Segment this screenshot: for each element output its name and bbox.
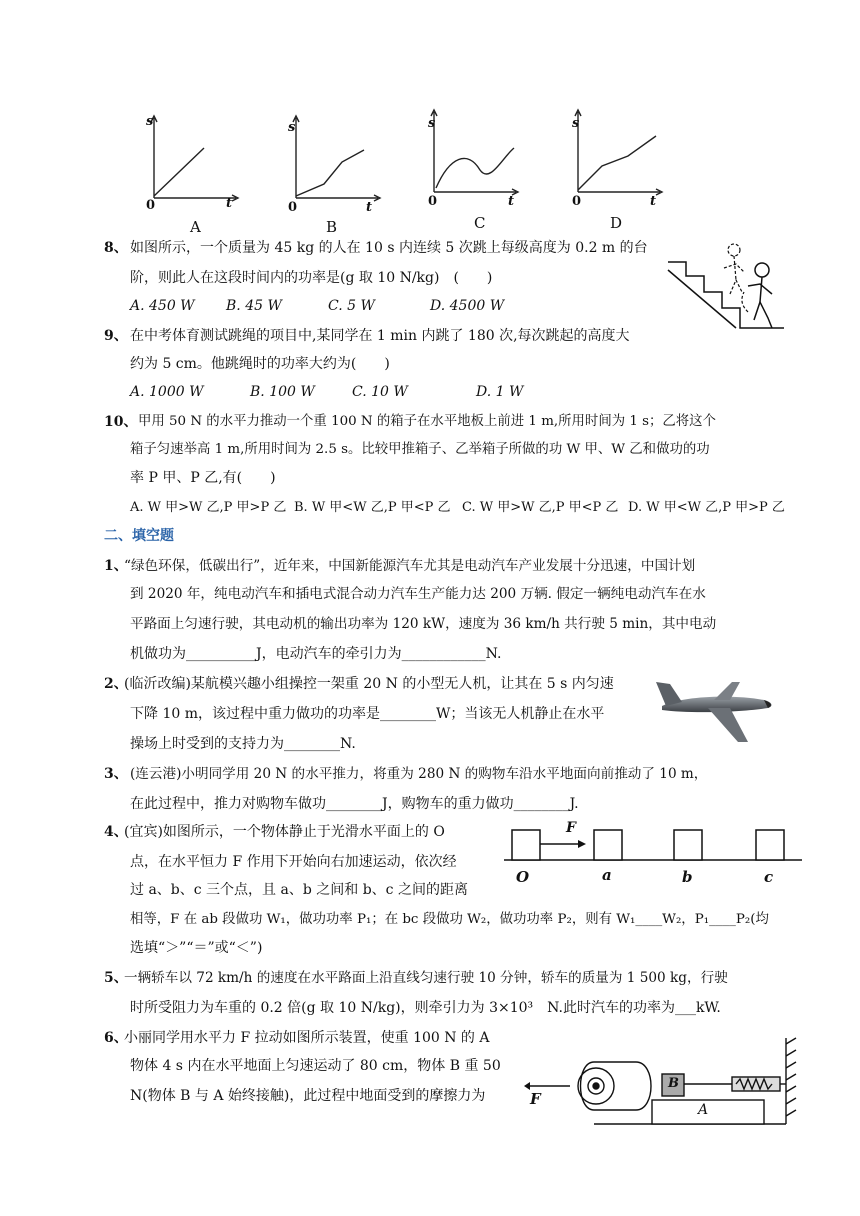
q9-option-a: A. 1000 W: [130, 384, 204, 400]
q8-option-b: B. 45 W: [226, 298, 282, 314]
f4-line-3: 过 a、b、c 三个点，且 a、b 之间和 b、c 之间的距离: [130, 882, 468, 898]
graph-b-caption: B: [326, 218, 338, 236]
graph-b-origin: 0: [288, 200, 298, 215]
f3-line-2: 在此过程中，推力对购物车做功________J，购物车的重力做功________J.: [130, 796, 579, 812]
f4-line-1: (宜宾)如图所示，一个物体静止于光滑水平面上的 O: [124, 824, 445, 840]
q9-number: 9、: [104, 328, 128, 344]
graph-b-s-label: s: [288, 120, 296, 135]
q9-line-1: 在中考体育测试跳绳的项目中,某同学在 1 min 内跳了 180 次,每次跳起的高度大: [130, 328, 630, 344]
pulley-spring-figure: [524, 1036, 800, 1132]
f4-line-4: 相等，F 在 ab 段做功 W₁，做功功率 P₁；在 bc 段做功 W₂，做功功率 P₂，则有 W₁____W₂，P₁____P₂(均: [130, 912, 769, 927]
graph-a-origin: 0: [146, 198, 156, 213]
graph-d-s-label: s: [572, 116, 580, 131]
graph-d-caption: D: [610, 214, 623, 232]
q9-option-b: B. 100 W: [250, 384, 315, 400]
graph-c-origin: 0: [428, 194, 438, 209]
q10-number: 10、: [104, 414, 138, 430]
q10-option-b: B. W 甲<W 乙,P 甲<P 乙: [294, 500, 451, 515]
q10-option-d: D. W 甲<W 乙,P 甲>P 乙: [628, 500, 785, 515]
q10-line-2: 箱子匀速举高 1 m,所用时间为 2.5 s。比较甲推箱子、乙举箱子所做的功 W 甲、W 乙和做功的功: [130, 442, 710, 457]
q8-line-2: 阶，则此人在这段时间内的功率是(g 取 10 N/kg) ( ): [130, 270, 493, 286]
graph-a-t-label: t: [226, 196, 233, 211]
f3-line-1: (连云港)小明同学用 20 N 的水平推力，将重为 280 N 的购物车沿水平地面向前推动了 10 m，: [130, 766, 708, 782]
graph-c-caption: C: [474, 214, 486, 232]
q9-option-d: D. 1 W: [476, 384, 524, 400]
q8-option-d: D. 4500 W: [430, 298, 505, 314]
q10-line-3: 率 P 甲、P 乙,有( ): [130, 470, 276, 486]
q8-line-1: 如图所示，一个质量为 45 kg 的人在 10 s 内连续 5 次跳上每级高度为 0.2 m 的台: [130, 240, 648, 256]
f4-point-o: O: [516, 868, 530, 886]
stairs-jump-figure: [664, 240, 788, 332]
f4-point-c: c: [764, 868, 774, 886]
section-heading: 二、填空题: [104, 528, 174, 544]
f3-number: 3、: [104, 766, 128, 782]
f4-force-label: F: [566, 820, 576, 836]
f1-number: 1、: [104, 558, 128, 574]
f4-point-a: a: [602, 866, 612, 884]
f1-line-4: 机做功为__________J，电动汽车的牵引力为____________N.: [130, 646, 502, 662]
f6-force-label: F: [530, 1090, 541, 1108]
f5-line-2: 时所受阻力为车重的 0.2 倍(g 取 10 N/kg)，则牵引力为 3×10³ N.此时汽车的功率为___kW.: [130, 1000, 721, 1016]
f5-number: 5、: [104, 970, 128, 986]
q8-option-c: C. 5 W: [328, 298, 375, 314]
f1-line-1: “绿色环保，低碳出行”，近年来，中国新能源汽车尤其是电动汽车产业发展十分迅速，中国计划: [124, 558, 696, 574]
q9-line-2: 约为 5 cm。他跳绳时的功率大约为( ): [130, 356, 390, 372]
graph-d-t-label: t: [650, 194, 657, 209]
f4-line-5: 选填“＞”“＝”或“＜”): [130, 940, 263, 956]
f2-line-2: 下降 10 m，该过程中重力做功的功率是________W；当该无人机静止在水平: [130, 706, 605, 722]
graph-a-s-label: s: [146, 114, 154, 129]
f4-line-2: 点，在水平恒力 F 作用下开始向右加速运动，依次经: [130, 854, 457, 870]
f4-point-b: b: [682, 868, 693, 886]
graph-d-origin: 0: [572, 194, 582, 209]
f6-line-1: 小丽同学用水平力 F 拉动如图所示装置，使重 100 N 的 A: [124, 1030, 490, 1046]
graph-b-t-label: t: [366, 200, 373, 215]
f2-line-3: 操场上时受到的支持力为________N.: [130, 736, 356, 752]
q10-line-1: 甲用 50 N 的水平力推动一个重 100 N 的箱子在水平地板上前进 1 m,所用时间为 1 s；乙将这个: [138, 414, 716, 429]
f6-line-3: N(物体 B 与 A 始终接触)，此过程中地面受到的摩擦力为: [130, 1088, 486, 1104]
f1-line-2: 到 2020 年，纯电动汽车和插电式混合动力汽车生产能力达 200 万辆. 假定一辆纯电动汽车在水: [130, 586, 706, 602]
f6-number: 6、: [104, 1030, 128, 1046]
q9-option-c: C. 10 W: [352, 384, 408, 400]
graph-c-s-label: s: [428, 116, 436, 131]
q10-option-a: A. W 甲>W 乙,P 甲>P 乙: [130, 500, 287, 515]
graph-c-t-label: t: [508, 194, 515, 209]
f6-line-2: 物体 4 s 内在水平地面上匀速运动了 80 cm，物体 B 重 50: [130, 1058, 501, 1074]
boxes-motion-figure: [504, 824, 804, 894]
q8-option-a: A. 450 W: [130, 298, 195, 314]
graph-a-caption: A: [190, 218, 201, 236]
f5-line-1: 一辆轿车以 72 km/h 的速度在水平路面上沿直线匀速行驶 10 分钟，轿车的质量为 1 500 kg，行驶: [124, 970, 728, 986]
q10-option-c: C. W 甲>W 乙,P 甲<P 乙: [462, 500, 619, 515]
graph-a: [140, 112, 250, 232]
f2-number: 2、: [104, 676, 128, 692]
f6-block-a-label: A: [698, 1102, 709, 1118]
f2-line-1: (临沂改编)某航模兴趣小组操控一架重 20 N 的小型无人机，让其在 5 s 内匀速: [124, 676, 614, 692]
q8-number: 8、: [104, 240, 128, 256]
drone-airplane-image: [652, 672, 778, 748]
f1-line-3: 平路面上匀速行驶，其电动机的输出功率为 120 kW，速度为 36 km/h 共行驶 5 min，其中电动: [130, 616, 717, 632]
f6-block-b-label: B: [668, 1076, 679, 1091]
f4-number: 4、: [104, 824, 128, 840]
graph-b: [282, 112, 392, 232]
